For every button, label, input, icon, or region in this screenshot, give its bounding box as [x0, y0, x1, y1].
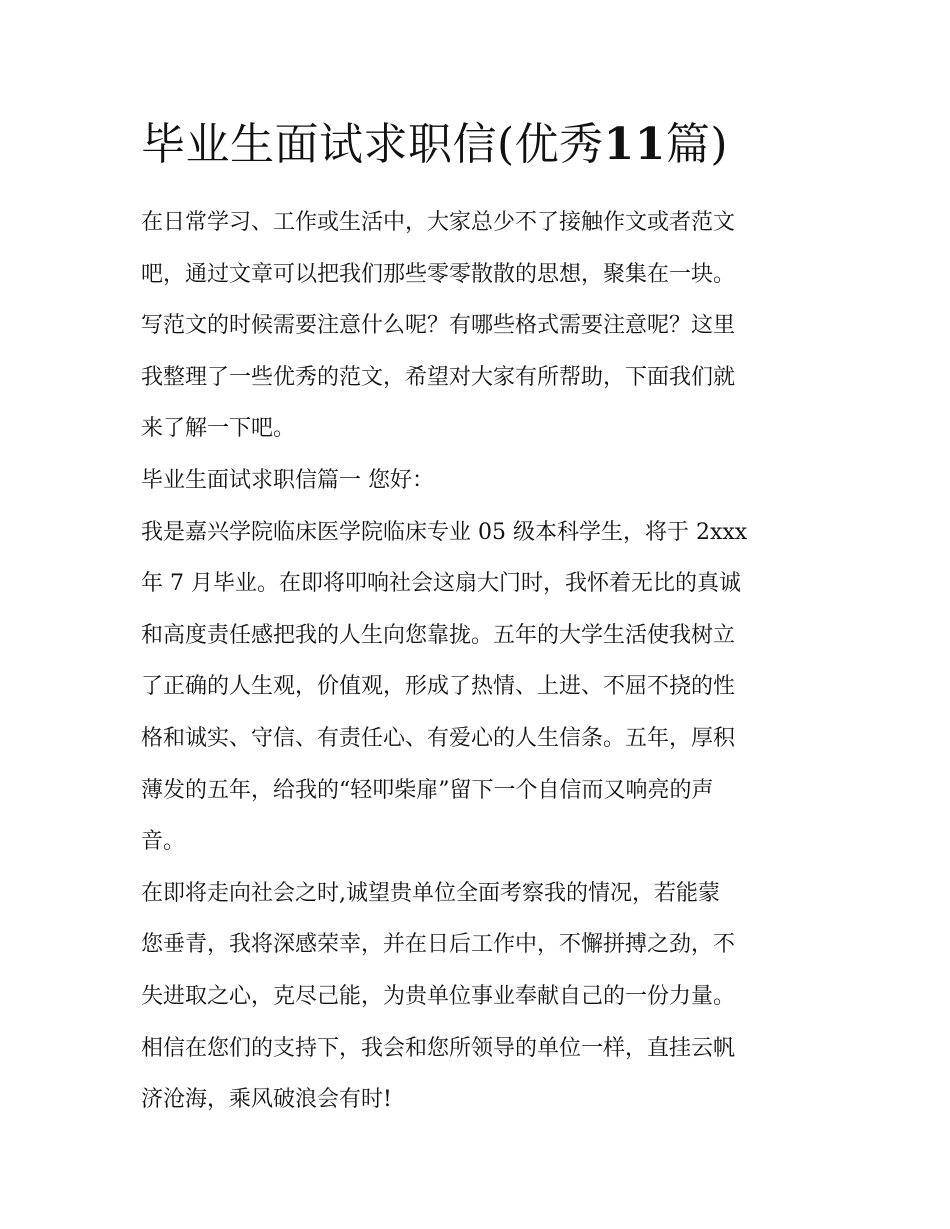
paragraph-line: 在即将走向社会之时,诚望贵单位全面考察我的情况，若能蒙 — [141, 880, 720, 906]
title-number: 11 — [603, 119, 666, 170]
intro-line: 吧，通过文章可以把我们那些零零散散的思想，聚集在一块。 — [141, 261, 736, 287]
title-prefix: 毕业生面试求职信(优秀 — [141, 119, 604, 170]
paragraph-line: 薄发的五年，给我的“轻叩柴扉”留下一个自信而又响亮的声 — [141, 777, 714, 803]
paragraph-line: 失进取之心，克尽己能，为贵单位事业奉献自己的一份力量。 — [141, 983, 736, 1009]
paragraph-line: 相信在您们的支持下，我会和您所领导的单位一样，直挂云帆 — [141, 1035, 736, 1061]
letter-paragraph-2 — [141, 868, 813, 1126]
intro-paragraph — [141, 197, 813, 455]
paragraph-line: 我是嘉兴学院临床医学院临床专业 05 级本科学生，将于 2xxx — [141, 519, 748, 545]
paragraph-line: 您垂青，我将深感荣幸，并在日后工作中，不懈拼搏之劲，不 — [141, 932, 736, 958]
paragraph-line: 音。 — [141, 829, 186, 855]
paragraph-line: 年 7 月毕业。在即将叩响社会这扇大门时，我怀着无比的真诚 — [141, 571, 741, 597]
paragraph-line: 了正确的人生观，价值观，形成了热情、上进、不屈不挠的性 — [141, 674, 736, 700]
intro-line: 写范文的时候需要注意什么呢？有哪些格式需要注意呢？这里 — [141, 313, 736, 339]
title-suffix: 篇) — [665, 119, 729, 170]
intro-line: 我整理了一些优秀的范文，希望对大家有所帮助，下面我们就 — [141, 364, 736, 390]
section-heading: 毕业生面试求职信篇一 您好： — [141, 467, 434, 493]
document-title — [141, 112, 841, 178]
paragraph-line: 和高度责任感把我的人生向您靠拢。五年的大学生活使我树立 — [141, 622, 736, 648]
paragraph-line: 格和诚实、守信、有责任心、有爱心的人生信条。五年，厚积 — [141, 725, 736, 751]
letter-paragraph-1 — [141, 507, 813, 868]
intro-line: 来了解一下吧。 — [141, 416, 296, 442]
paragraph-line: 济沧海，乘风破浪会有时! — [141, 1087, 392, 1113]
intro-line: 在日常学习、工作或生活中，大家总少不了接触作文或者范文 — [141, 210, 736, 235]
document-body — [141, 197, 813, 1126]
